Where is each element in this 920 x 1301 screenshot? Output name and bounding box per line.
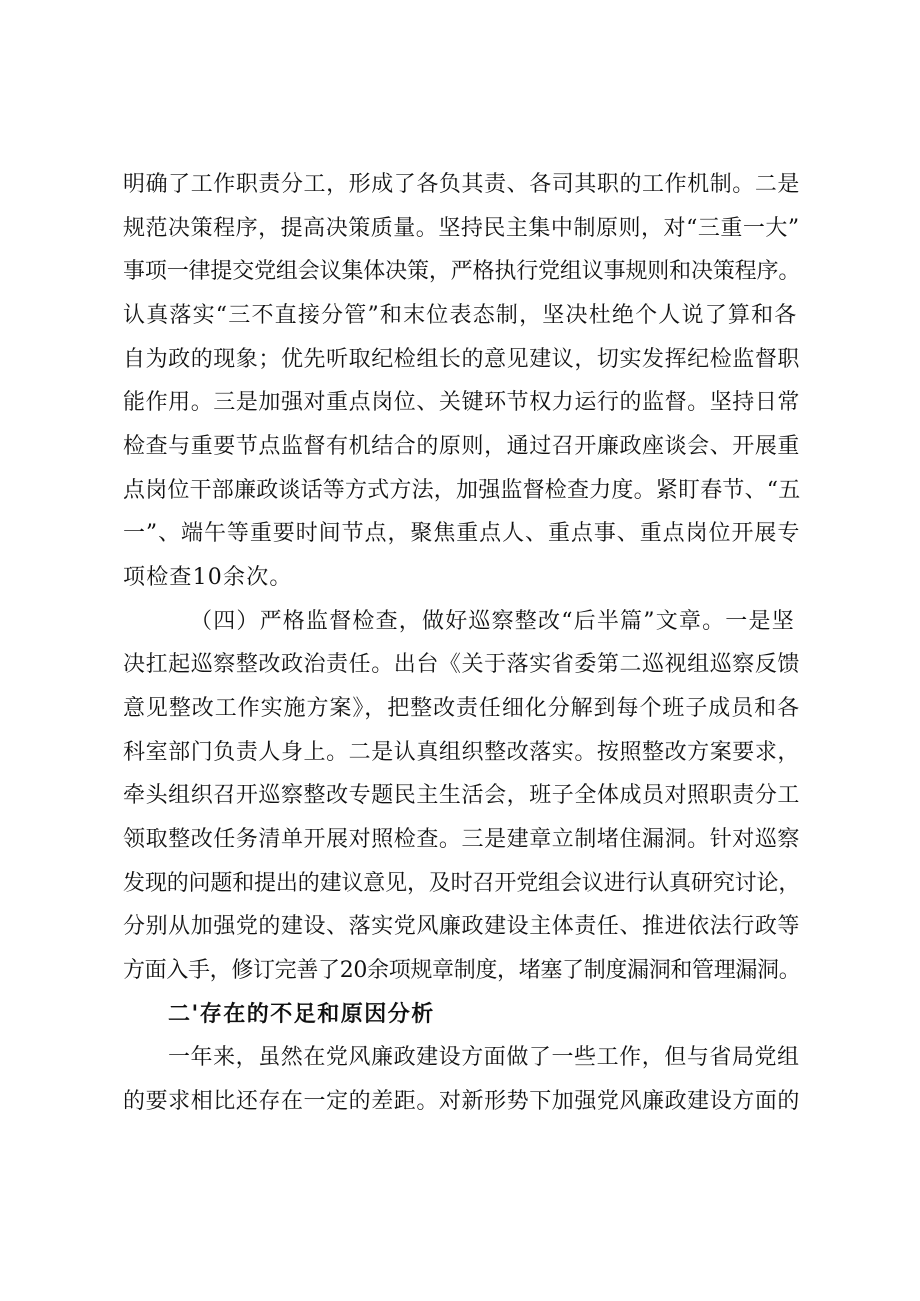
paragraph-line: 一年来，虽然在党风廉政建设方面做了一些工作，但与省局党组 — [168, 1045, 800, 1070]
paragraph-line: 科室部门负责人身上。二是认真组织整改落实。按照整改方案要求， — [123, 740, 801, 765]
paragraph-line: 发现的问题和提出的建议意见，及时召开党组会议进行认真研究讨论， — [123, 871, 801, 896]
paragraph-line: 自为政的现象；优先听取纪检组长的意见建议，切实发挥纪检监督职 — [123, 347, 801, 372]
paragraph-line: 能作用。三是加强对重点岗位、关键环节权力运行的监督。坚持日常 — [123, 390, 801, 415]
paragraph-line: 意见整改工作实施方案》，把整改责任细化分解到每个班子成员和各 — [123, 696, 801, 721]
paragraph-line: 领取整改任务清单开展对照检查。三是建章立制堵住漏洞。针对巡察 — [123, 827, 801, 852]
paragraph-line: 事项一律提交党组会议集体决策，严格执行党组议事规则和决策程序。 — [123, 259, 801, 284]
paragraph-line: 明确了工作职责分工，形成了各负其责、各司其职的工作机制。二是 — [123, 172, 801, 197]
paragraph-line: 认真落实“三不直接分管”和末位表态制，坚决杜绝个人说了算和各 — [123, 303, 798, 328]
paragraph-line: 分别从加强党的建设、落实党风廉政建设主体责任、推进依法行政等 — [123, 914, 801, 939]
paragraph-line: 牵头组织召开巡察整改专题民主生活会，班子全体成员对照职责分工 — [123, 783, 801, 808]
paragraph-line: 一”、端午等重要时间节点，聚焦重点人、重点事、重点岗位开展专 — [123, 521, 801, 546]
paragraph-line: 点岗位干部廉政谈话等方式方法，加强监督检查力度。紧盯春节、“五 — [123, 478, 801, 503]
section-heading-two: 二'存在的不足和原因分析 — [168, 1002, 435, 1027]
paragraph-line: 的要求相比还存在一定的差距。对新形势下加强党风廉政建设方面的 — [123, 1089, 801, 1114]
section-heading-four: （四）严格监督检查，做好巡察整改“后半篇”文章。一是坚 — [190, 609, 795, 634]
paragraph-line: 项检查10余次。 — [123, 565, 293, 590]
paragraph-line: 检查与重要节点监督有机结合的原则，通过召开廉政座谈会、开展重 — [123, 434, 801, 459]
paragraph-line: 规范决策程序，提高决策质量。坚持民主集中制原则，对“三重一大” — [123, 216, 800, 241]
paragraph-line: 方面入手，修订完善了20余项规章制度，堵塞了制度漏洞和管理漏洞。 — [123, 958, 801, 983]
paragraph-line: 决扛起巡察整改政治责任。出台《关于落实省委第二巡视组巡察反馈 — [123, 652, 801, 677]
